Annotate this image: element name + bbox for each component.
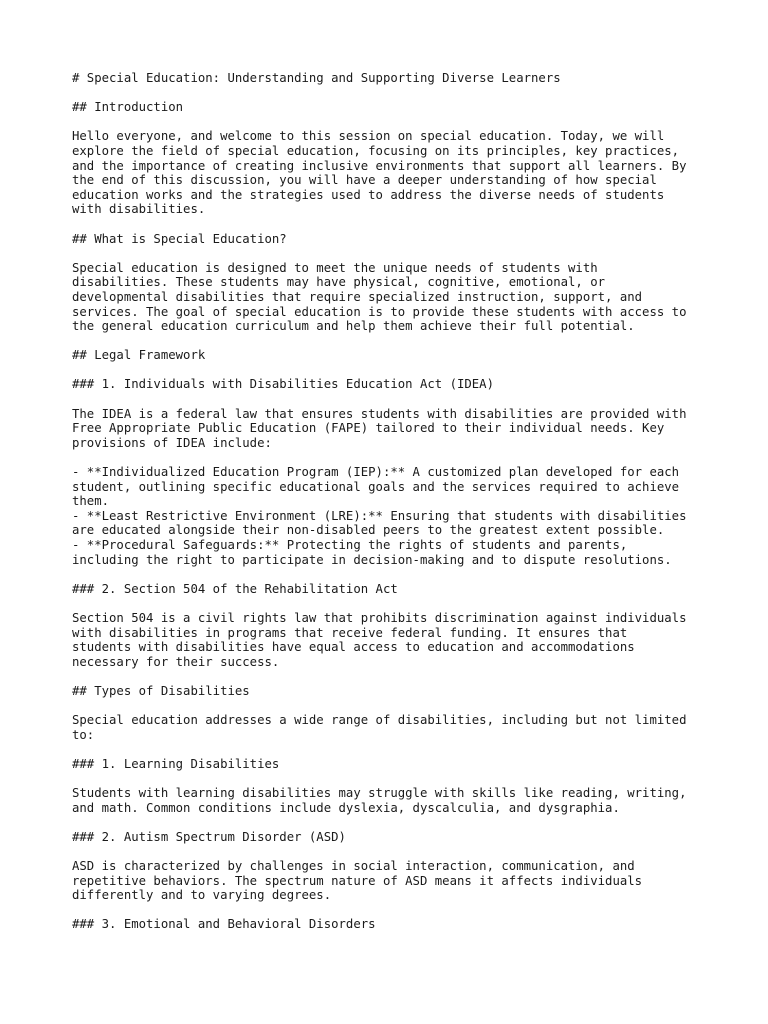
doc-line: ### 3. Emotional and Behavioral Disorders: [72, 917, 376, 932]
doc-line: Hello everyone, and welcome to this session on special education. Today, we will: [72, 129, 665, 144]
doc-line: and the importance of creating inclusive environments that support all learners. By: [72, 158, 687, 173]
doc-line: students with disabilities have equal access to education and accommodations: [72, 640, 635, 655]
doc-line: repetitive behaviors. The spectrum nature of ASD means it affects individuals: [72, 873, 643, 888]
doc-line: necessary for their success.: [72, 654, 280, 669]
doc-line: them.: [72, 494, 110, 509]
doc-line: The IDEA is a federal law that ensures students with disabilities are provided with: [72, 406, 687, 421]
doc-line: to:: [72, 727, 95, 742]
doc-line: developmental disabilities that require specialized instruction, support, and: [72, 289, 643, 304]
doc-line: services. The goal of special education is to provide these students with access to: [72, 304, 687, 319]
doc-line: ### 2. Section 504 of the Rehabilitation Act: [72, 581, 398, 596]
doc-line: ## Types of Disabilities: [72, 683, 250, 698]
doc-line: ### 2. Autism Spectrum Disorder (ASD): [72, 829, 346, 844]
doc-line: ### 1. Learning Disabilities: [72, 756, 280, 771]
doc-line: Special education addresses a wide range of disabilities, including but not limited: [72, 713, 687, 728]
doc-line: ## What is Special Education?: [72, 231, 287, 246]
doc-line: with disabilities in programs that receive federal funding. It ensures that: [72, 625, 628, 640]
doc-line: # Special Education: Understanding and Supporting Diverse Learners: [72, 71, 561, 85]
doc-line: education works and the strategies used to address the diverse needs of students: [72, 187, 665, 202]
doc-line: the general education curriculum and help them achieve their full potential.: [72, 319, 635, 334]
doc-line: ASD is characterized by challenges in social interaction, communication, and: [72, 859, 635, 874]
doc-line: Section 504 is a civil rights law that prohibits discrimination against individuals: [72, 610, 687, 625]
doc-line: are educated alongside their non-disabled peers to the greatest extent possible.: [72, 523, 665, 538]
doc-line: - **Procedural Safeguards:** Protecting the rights of students and parents,: [72, 538, 628, 552]
doc-line: differently and to varying degrees.: [72, 888, 332, 903]
doc-line: Students with learning disabilities may struggle with skills like reading, writing,: [72, 786, 687, 801]
doc-line: and math. Common conditions include dyslexia, dyscalculia, and dysgraphia.: [72, 800, 620, 815]
doc-line: including the right to participate in decision-making and to dispute resolutions.: [72, 552, 672, 567]
doc-line: ## Legal Framework: [72, 348, 206, 363]
doc-line: disabilities. These students may have physical, cognitive, emotional, or: [72, 275, 606, 290]
doc-line: student, outlining specific educational goals and the services required to achieve: [72, 479, 680, 494]
doc-line: Special education is designed to meet the unique needs of students with: [72, 260, 598, 275]
doc-line: - **Individualized Education Program (IEP):** A customized plan developed for each: [72, 465, 680, 480]
doc-line: ### 1. Individuals with Disabilities Education Act (IDEA): [72, 377, 494, 392]
doc-line: ## Introduction: [72, 100, 184, 115]
doc-line: Free Appropriate Public Education (FAPE) tailored to their individual needs. Key: [72, 421, 665, 436]
doc-line: with disabilities.: [72, 202, 206, 217]
doc-line: provisions of IDEA include:: [72, 435, 272, 450]
document-body: [72, 71, 712, 932]
doc-line: - **Least Restrictive Environment (LRE):** Ensuring that students with disabilities: [72, 508, 687, 523]
doc-line: the end of this discussion, you will have a deeper understanding of how special: [72, 173, 657, 188]
doc-line: explore the field of special education, focusing on its principles, key practices,: [72, 143, 680, 158]
